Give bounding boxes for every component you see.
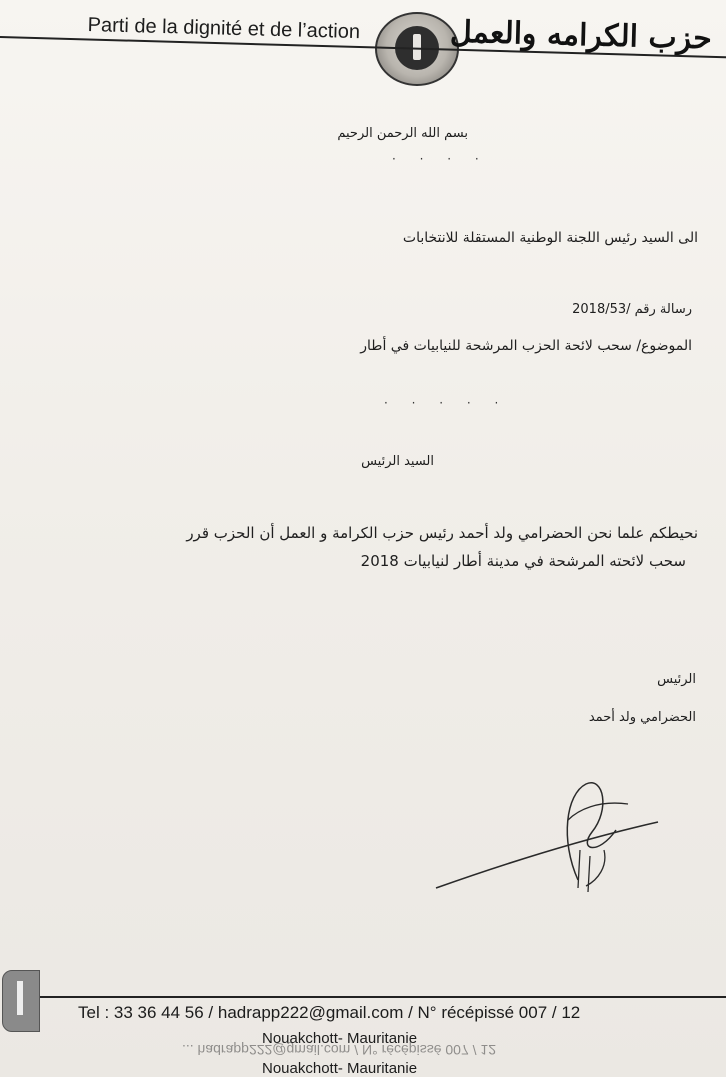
signatory-title: الرئيس <box>657 672 696 687</box>
party-name-arabic: حزب الكرامه والعمل <box>449 14 713 57</box>
footer-divider <box>40 996 726 998</box>
footer-city-duplicate: Nouakchott- Mauritanie <box>262 1060 418 1077</box>
handwritten-signature <box>428 770 668 900</box>
basmala: بسم الله الرحمن الرحيم <box>337 126 468 141</box>
letter-number: رسالة رقم /2018/53 <box>572 302 692 317</box>
salutation: السيد الرئيس <box>361 454 434 469</box>
body-line-2: سحب لائحته المرشحة في مدينة أطار لنيابيات 2018 <box>360 552 686 570</box>
scan-specks-2: · · · · · <box>384 396 509 410</box>
scan-specks: · · · · <box>392 152 489 166</box>
footer-city: Nouakchott- Mauritanie <box>262 1030 418 1047</box>
footer-logo <box>2 970 40 1032</box>
footer-bleed-through-text: ... hadrapp222@gmail.com / N° récépissé 007 / 12 <box>182 1042 496 1058</box>
body-line-1: نحيطكم علما نحن الحضرامي ولد أحمد رئيس حزب الكرامة و العمل أن الحزب قرر <box>186 524 698 542</box>
party-name-french: Parti de la dignité et de l’action <box>87 14 361 44</box>
footer-contact-info: Tel : 33 36 44 56 / hadrapp222@gmail.com / N° récépissé 007 / 12 <box>78 1003 581 1022</box>
subject-line: الموضوع/ سحب لائحة الحزب المرشحة للنيابيات في أطار <box>360 338 692 354</box>
signatory-name: الحضرامي ولد أحمد <box>588 710 696 725</box>
recipient-line: الى السيد رئيس اللجنة الوطنية المستقلة للانتخابات <box>402 230 698 246</box>
